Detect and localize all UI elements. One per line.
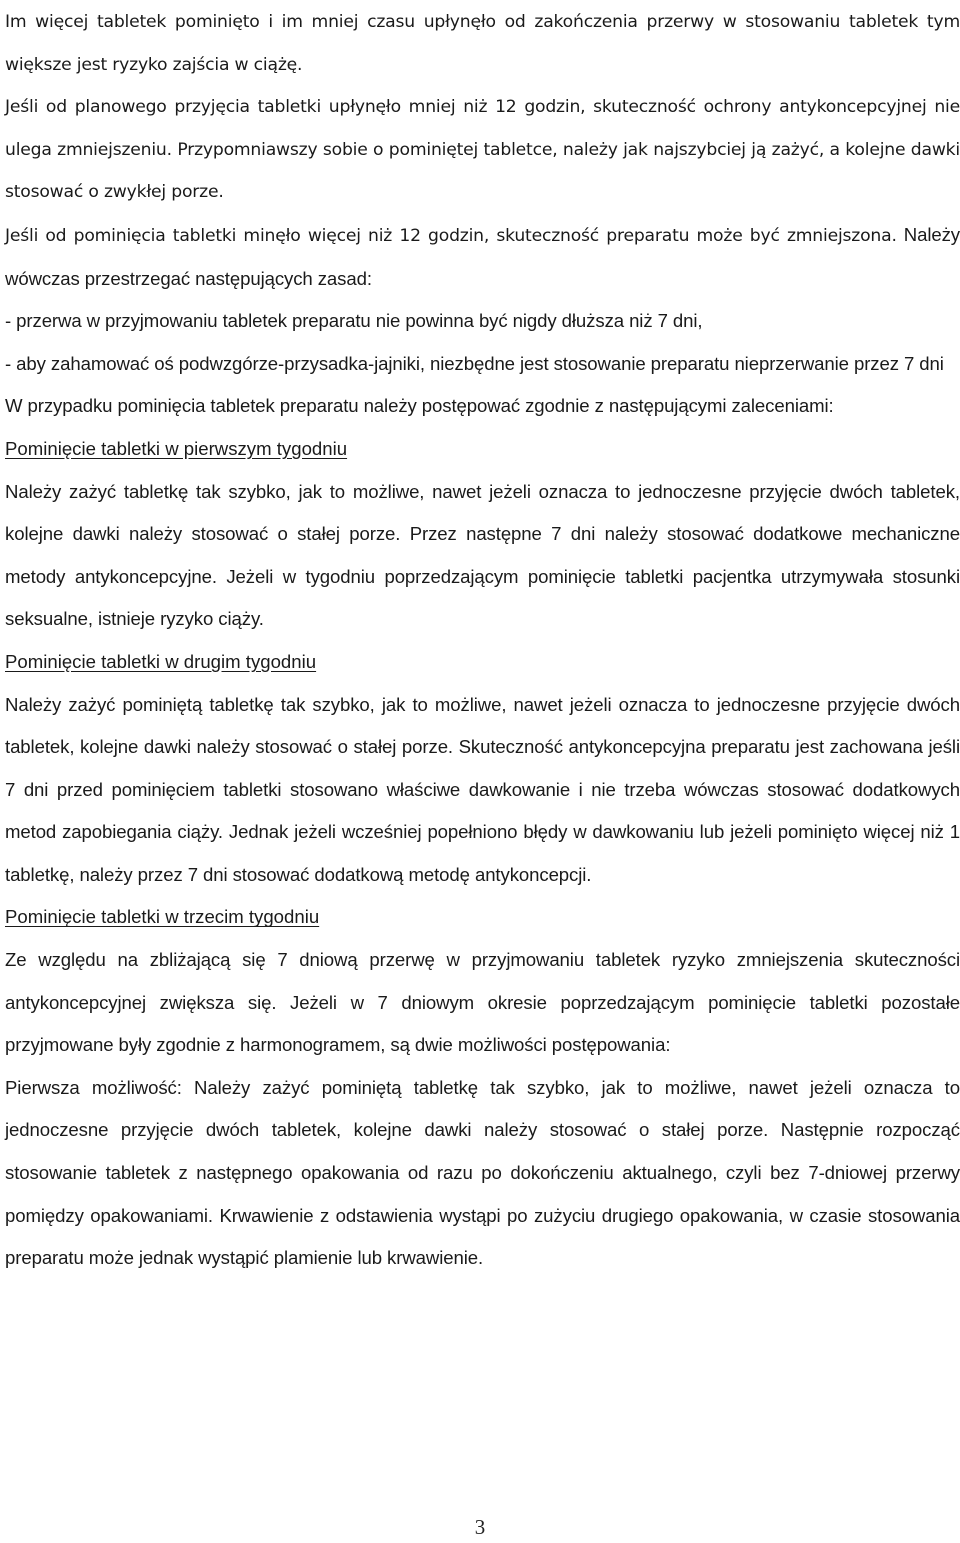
text-take-missed-tablet: Przypomniawszy sobie o pominiętej tabletce, należy jak najszybciej ją zażyć, a kolejne dawki stosować o zwykłej porze. xyxy=(5,139,960,203)
text-under-12-hours: Jeśli od planowego przyjęcia tabletki upłynęło mniej niż 12 godzin, skuteczność ochrony antykoncepcyjnej nie ulega zmniejszeniu. xyxy=(5,97,960,160)
text-heading-week-2: Pominięcie tabletki w drugim tygodniu xyxy=(5,650,317,672)
text-heading-week-3: Pominięcie tabletki w trzecim tygodniu xyxy=(5,906,320,928)
paragraph-week-2 xyxy=(5,684,960,897)
text-week-3-intro: Ze względu na zbliżającą się 7 dniową przerwę w przyjmowaniu tabletek ryzyko zmniejszenia skuteczności antykoncepcyjnej zwiększa się. Jeżeli w 7 dniowym okresie poprzedzającym pominięcie tabletki pozostałe przyjmowane były zgodnie z harmonogramem, są dwie możliwości postępowania: xyxy=(5,949,960,1056)
paragraph-week-1 xyxy=(5,471,960,641)
text-recommendations-intro: W przypadku pominięcia tabletek preparatu należy postępować zgodnie z następującymi zaleceniami: xyxy=(5,395,834,417)
heading-week-3 xyxy=(5,896,960,939)
document-page xyxy=(5,0,960,1280)
heading-week-2 xyxy=(5,641,960,684)
text-missed-tablets-risk: Im więcej tabletek pominięto i im mniej czasu upłynęło od zakończenia przerwy w stosowaniu tabletek tym większe jest ryzyko zajścia w ciążę. xyxy=(5,12,960,75)
text-heading-week-1: Pominięcie tabletki w pierwszym tygodniu xyxy=(5,437,348,459)
text-week-3-first-option: Pierwsza możliwość: Należy zażyć pominiętą tabletkę tak szybko, jak to możliwe, nawet jeżeli oznacza to jednoczesne przyjęcie dwóch tabletek, kolejne dawki należy stosować o stałej porze. Następnie rozpocząć stosowanie tabletek z następnego opakowania od razu po dokończeniu aktualnego, czyli bez 7-dniowej przerwy pomiędzy opakowaniami. Krwawienie z odstawienia wystąpi po zużyciu drugiego opakowania, w czasie stosowania preparatu może jednak wystąpić plamienie lub krwawienie. xyxy=(5,1076,960,1269)
text-week-2: Należy zażyć pominiętą tabletkę tak szybko, jak to możliwe, nawet jeżeli oznacza to jednoczesne przyjęcie dwóch tabletek, kolejne dawki należy stosować o stałej porze. Skuteczność antykoncepcyjna preparatu jest zachowana jeśli 7 dni przed pominięciem tabletki stosowano właściwe dawkowanie i nie trzeba wówczas stosować dodatkowych metod zapobiegania ciąży. Jednak jeżeli wcześniej popełniono błędy w dawkowaniu lub jeżeli pominięto więcej niż 1 tabletkę, należy przez 7 dni stosować dodatkową metodę antykoncepcji. xyxy=(5,693,960,885)
paragraph-week-3-first-option xyxy=(5,1067,960,1280)
paragraph-week-3-intro xyxy=(5,939,960,1067)
rule-continuous-use xyxy=(5,343,960,386)
paragraph-under-12-hours xyxy=(5,86,960,214)
heading-week-1 xyxy=(5,428,960,471)
text-rule-max-break: - przerwa w przyjmowaniu tabletek preparatu nie powinna być nigdy dłuższa niż 7 dni, xyxy=(5,310,703,332)
paragraph-over-12-hours xyxy=(5,214,960,300)
paragraph-missed-tablets-risk xyxy=(5,1,960,86)
text-over-12-hours: Jeśli od pominięcia tabletki minęło więcej niż 12 godzin, skuteczność preparatu może być zmniejszona. xyxy=(5,225,897,246)
text-rule-continuous-use: - aby zahamować oś podwzgórze-przysadka-jajniki, niezbędne jest stosowanie preparatu nieprzerwanie przez 7 dni xyxy=(5,352,944,374)
text-week-1: Należy zażyć tabletkę tak szybko, jak to możliwe, nawet jeżeli oznacza to jednoczesne przyjęcie dwóch tabletek, kolejne dawki należy stosować o stałej porze. Przez następne 7 dni należy stosować dodatkowe mechaniczne metody antykoncepcyjne. Jeżeli w tygodniu poprzedzającym pominięcie tabletki pacjentka utrzymywała stosunki seksualne, istnieje ryzyko ciąży. xyxy=(5,480,960,630)
rule-max-break xyxy=(5,300,960,343)
text-follow-rules: Należy wówczas przestrzegać następujących zasad: xyxy=(5,223,960,289)
page-number: 3 xyxy=(474,1515,486,1539)
paragraph-recommendations-intro xyxy=(5,385,960,428)
